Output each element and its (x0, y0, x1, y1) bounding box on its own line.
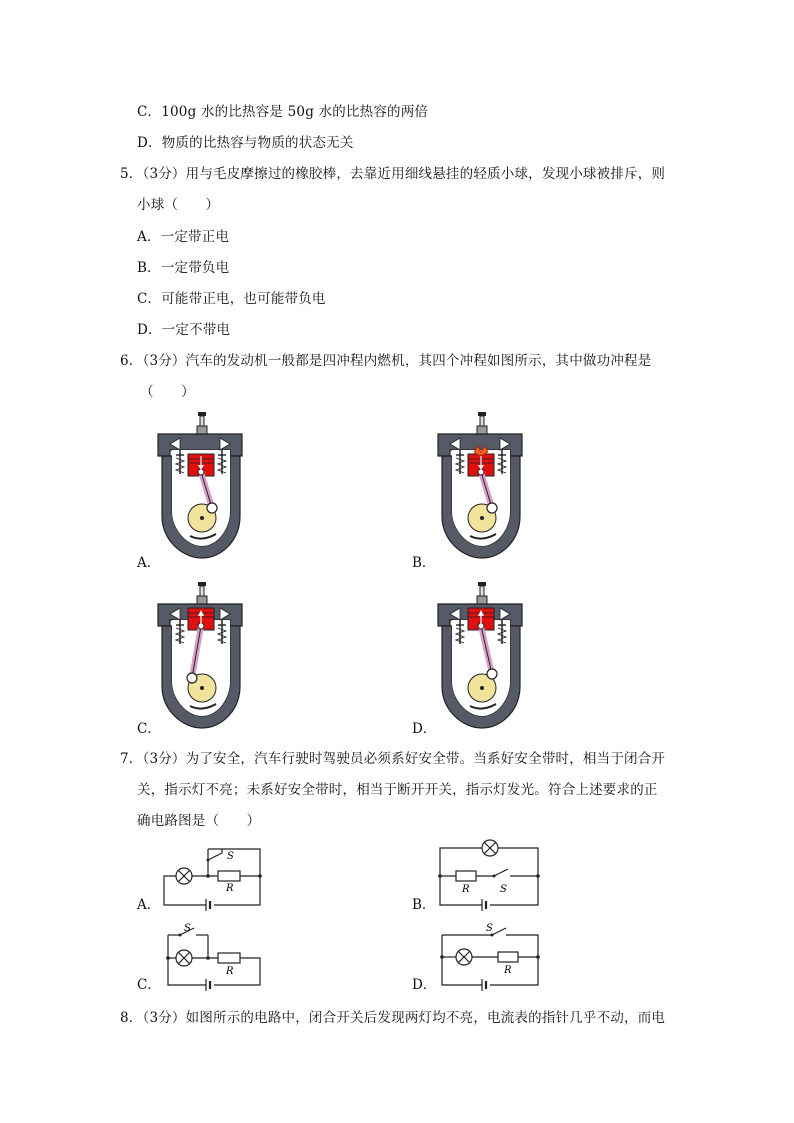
q7-label-c: C． (137, 977, 161, 993)
engine-body (158, 582, 242, 728)
q5-stem-cont: 小球（ ） (137, 197, 220, 213)
switch-label: S (227, 851, 234, 862)
resistor-label: R (226, 966, 234, 977)
switch-label: S (184, 923, 191, 934)
q5-option-d: D．一定不带电 (137, 322, 231, 338)
q5-option-a: A．一定带正电 (137, 229, 230, 245)
switch-label: S (500, 884, 507, 895)
q4-option-c: C．100g 水的比热容是 50g 水的比热容的两倍 (137, 104, 429, 120)
switch-lever (492, 928, 506, 935)
q4-option-d: D．物质的比热容与物质的状态无关 (137, 135, 354, 151)
q5-option-b: B．一定带负电 (137, 260, 230, 276)
switch-lever (208, 853, 222, 860)
q7-label-a: A． (137, 897, 161, 913)
engine-figure-a (150, 408, 250, 568)
q6-label-d: D． (412, 721, 437, 737)
resistor-label: R (462, 884, 470, 895)
q5-option-c: C．可能带正电，也可能带负电 (137, 291, 326, 307)
q7-stem: 7．（3分）为了安全，汽车行驶时驾驶员必须系好安全带。当系好安全带时，相当于闭合开 (120, 751, 666, 767)
q6-label-c: C． (137, 721, 161, 737)
engine-figure-b (430, 408, 530, 568)
q6-label-b: B． (412, 555, 436, 571)
engine-figure-c (150, 578, 250, 738)
q7-label-d: D． (412, 977, 437, 993)
q6-stem-cont: （ ） (140, 384, 195, 400)
circuit-figure-d (436, 922, 546, 994)
q8-stem: 8．（3分）如图所示的电路中，闭合开关后发现两灯均不亮，电流表的指针几乎不动，而电 (120, 1010, 666, 1026)
q6-label-a: A． (137, 555, 161, 571)
circuit-figure-b (436, 838, 546, 914)
q6-stem: 6．（3分）汽车的发动机一般都是四冲程内燃机，其四个冲程如图所示，其中做功冲程是 (120, 353, 652, 369)
engine-body (438, 412, 522, 558)
q7-label-b: B． (412, 897, 436, 913)
q7-stem-cont1: 关，指示灯不亮；未系好安全带时，相当于断开开关，指示灯发光。符合上述要求的正 (137, 782, 658, 798)
switch-lever (494, 869, 508, 876)
circuit-figure-c (160, 922, 270, 994)
circuit-figure-a (160, 842, 270, 914)
q7-stem-cont2: 确电路图是（ ） (137, 813, 261, 829)
q5-stem: 5．（3分）用与毛皮摩擦过的橡胶棒，去靠近用细线悬挂的轻质小球，发现小球被排斥，则 (120, 166, 666, 182)
engine-figure-d (430, 578, 530, 738)
engine-body (438, 582, 522, 728)
resistor-label: R (504, 965, 512, 976)
engine-body (158, 412, 242, 558)
switch-label: S (486, 923, 493, 934)
resistor-label: R (226, 883, 234, 894)
